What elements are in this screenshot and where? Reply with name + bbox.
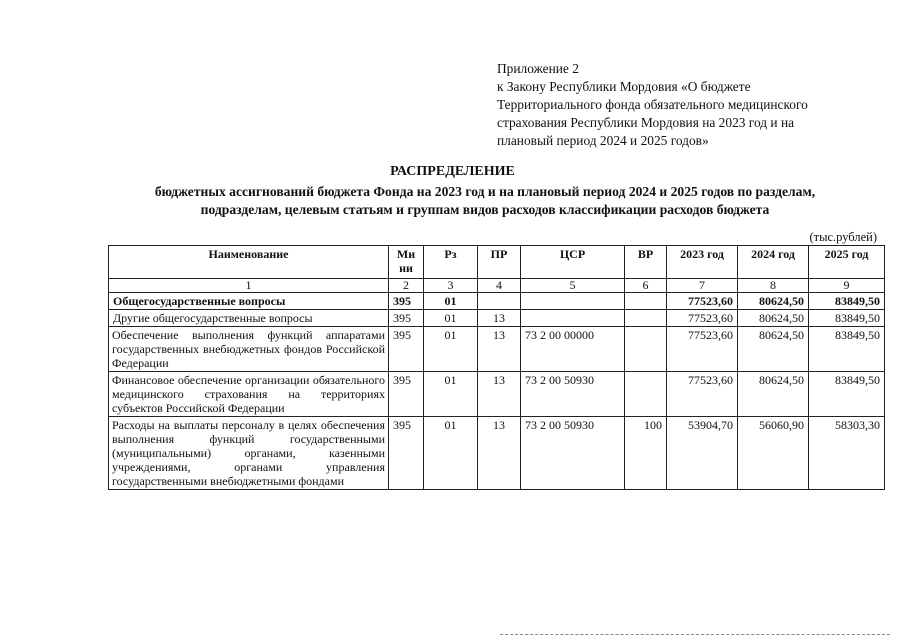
column-number: 9 bbox=[809, 279, 885, 293]
row-rz: 01 bbox=[424, 310, 478, 327]
column-number: 8 bbox=[738, 279, 809, 293]
row-2025: 83849,50 bbox=[809, 327, 885, 372]
row-2025: 83849,50 bbox=[809, 293, 885, 310]
row-csr bbox=[521, 293, 625, 310]
table-row bbox=[109, 372, 885, 417]
document-title: РАСПРЕДЕЛЕНИЕ bbox=[390, 164, 515, 179]
row-min: 395 bbox=[389, 417, 424, 490]
row-2025: 83849,50 bbox=[809, 372, 885, 417]
column-number: 7 bbox=[667, 279, 738, 293]
row-2025: 58303,30 bbox=[809, 417, 885, 490]
row-2023: 77523,60 bbox=[667, 293, 738, 310]
row-pr: 13 bbox=[478, 327, 521, 372]
subtitle-line: бюджетных ассигнований бюджета Фонда на 2023 год и на плановый период 2024 и 2025 годов по разделам, bbox=[154, 184, 816, 199]
row-name: Финансовое обеспечение организации обязательного медицинского страхования на территориях субъектов Российской Федерации bbox=[109, 372, 389, 417]
row-vr bbox=[625, 293, 667, 310]
header-name: Наименование bbox=[109, 246, 389, 279]
column-number: 3 bbox=[424, 279, 478, 293]
annex-line: Приложение 2 bbox=[497, 61, 579, 76]
document-subtitle bbox=[40, 183, 905, 219]
row-name: Другие общегосударственные вопросы bbox=[109, 310, 389, 327]
row-2024: 80624,50 bbox=[738, 310, 809, 327]
column-number: 5 bbox=[521, 279, 625, 293]
annex-line: страхования Республики Мордовия на 2023 год и на bbox=[497, 115, 795, 130]
row-pr bbox=[478, 293, 521, 310]
table-row bbox=[109, 293, 885, 310]
row-pr: 13 bbox=[478, 417, 521, 490]
row-vr bbox=[625, 372, 667, 417]
header-2024: 2024 год bbox=[738, 246, 809, 279]
row-2024: 80624,50 bbox=[738, 327, 809, 372]
row-name: Обеспечение выполнения функций аппаратами государственных внебюджетных фондов Российской Федерации bbox=[109, 327, 389, 372]
row-csr: 73 2 00 50930 bbox=[521, 372, 625, 417]
table-row bbox=[109, 327, 885, 372]
page-bottom-rule bbox=[500, 634, 890, 637]
row-min: 395 bbox=[389, 372, 424, 417]
row-rz: 01 bbox=[424, 293, 478, 310]
header-2023: 2023 год bbox=[667, 246, 738, 279]
subtitle-line: подразделам, целевым статьям и группам видов расходов классификации расходов бюджета bbox=[200, 202, 770, 217]
table-row bbox=[109, 310, 885, 327]
row-2024: 80624,50 bbox=[738, 293, 809, 310]
header-2025: 2025 год bbox=[809, 246, 885, 279]
row-2024: 56060,90 bbox=[738, 417, 809, 490]
row-rz: 01 bbox=[424, 372, 478, 417]
row-2023: 53904,70 bbox=[667, 417, 738, 490]
row-csr: 73 2 00 00000 bbox=[521, 327, 625, 372]
annex-header bbox=[497, 60, 877, 150]
budget-table bbox=[108, 245, 885, 490]
table-header-row bbox=[109, 246, 885, 279]
row-vr: 100 bbox=[625, 417, 667, 490]
header-vr: ВР bbox=[625, 246, 667, 279]
row-min: 395 bbox=[389, 310, 424, 327]
column-number-row bbox=[109, 279, 885, 293]
row-csr: 73 2 00 50930 bbox=[521, 417, 625, 490]
row-vr bbox=[625, 327, 667, 372]
row-pr: 13 bbox=[478, 310, 521, 327]
row-vr bbox=[625, 310, 667, 327]
row-name: Общегосударственные вопросы bbox=[109, 293, 389, 310]
units-label: (тыс.рублей) bbox=[809, 230, 877, 244]
header-min: Ми ни bbox=[389, 246, 424, 279]
annex-line: Территориального фонда обязательного медицинского bbox=[497, 97, 808, 112]
table-row bbox=[109, 417, 885, 490]
column-number: 2 bbox=[389, 279, 424, 293]
column-number: 4 bbox=[478, 279, 521, 293]
column-number: 1 bbox=[109, 279, 389, 293]
column-number: 6 bbox=[625, 279, 667, 293]
row-pr: 13 bbox=[478, 372, 521, 417]
row-rz: 01 bbox=[424, 417, 478, 490]
row-2025: 83849,50 bbox=[809, 310, 885, 327]
header-pr: ПР bbox=[478, 246, 521, 279]
row-2023: 77523,60 bbox=[667, 310, 738, 327]
header-csr: ЦСР bbox=[521, 246, 625, 279]
row-2024: 80624,50 bbox=[738, 372, 809, 417]
row-min: 395 bbox=[389, 293, 424, 310]
row-name: Расходы на выплаты персоналу в целях обеспечения выполнения функций государственными (муниципальными) органами, казенными учреждениями, органами управления государственными внебюджетными фондами bbox=[109, 417, 389, 490]
row-rz: 01 bbox=[424, 327, 478, 372]
annex-line: к Закону Республики Мордовия «О бюджете bbox=[497, 79, 751, 94]
header-rz: Рз bbox=[424, 246, 478, 279]
row-csr bbox=[521, 310, 625, 327]
row-2023: 77523,60 bbox=[667, 372, 738, 417]
row-2023: 77523,60 bbox=[667, 327, 738, 372]
row-min: 395 bbox=[389, 327, 424, 372]
annex-line: плановый период 2024 и 2025 годов» bbox=[497, 133, 709, 148]
